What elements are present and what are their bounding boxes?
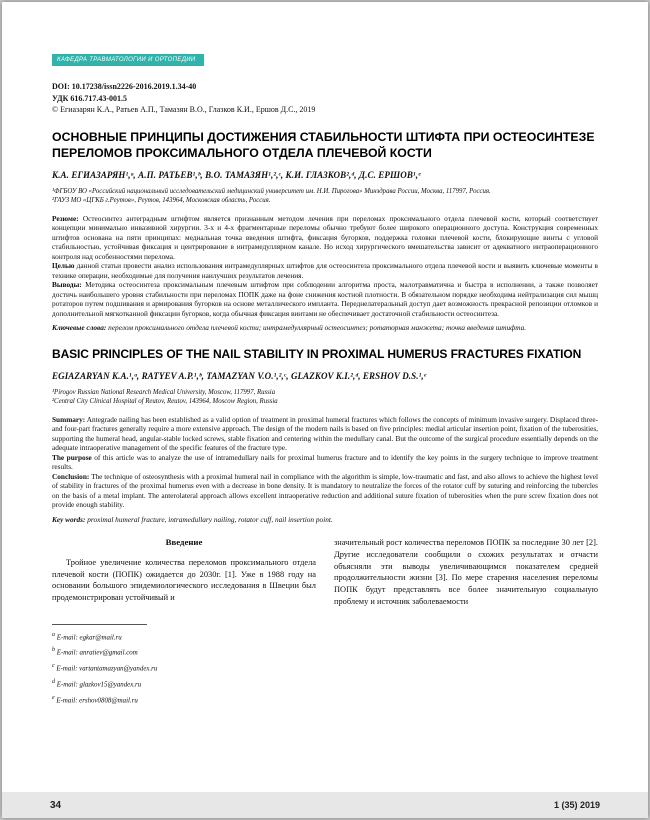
left-column — [52, 537, 316, 607]
affiliation-ru-1: ¹ФГБОУ ВО «Российский национальный исследовательский медицинский университет им. Н.И. Пирогова» Минздрава России, Москва, 117997, Россия. — [52, 187, 491, 195]
footnote-text-c: E-mail: vartantamazyan@yandex.ru — [56, 665, 158, 673]
abstract-russian — [52, 214, 598, 319]
page-content — [2, 2, 648, 708]
keywords-ru-text: перелом проксимального отдела плечевой кости; интрамедуллярный остеосинтез; ротаторная манжета; точка введения штифта. — [108, 323, 527, 333]
abstract-en-summary-label: Summary: — [52, 414, 86, 424]
footnote-email-d — [52, 676, 352, 692]
footnote-mark-e: e — [52, 694, 55, 701]
right-column — [334, 537, 598, 607]
right-column-text: значительный рост количества переломов ПОПК за последние 30 лет [2]. Другие исследователи сообщили о схожих результатах и отчасти объясняли эти выводы увеличивающимся показателем средней продолжительности жизни [3]. По мере старения населения переломы ПОПК будут представлять все более значительную социальную проблему и источник заболеваемости — [334, 538, 598, 606]
footnote-text-e: E-mail: ershov0808@mail.ru — [56, 697, 138, 705]
abstract-ru-conclusion-text: Методика остеосинтеза проксимальным плечевым штифтом при соблюдении алгоритма проста, малотравматична и быстра в исполнении, а также позволяет достичь наибольшего уровня стабильности при переломах ПОПК даже на фоне снижения костной плотности. В обязательном порядке необходима нейтрализация сил мышц ротаторов путем подшивания и армирования бугорков на основе металлического импланта. Переднелатеральный доступ дает возможность прекрасной репозиции отломков и дополнительной мягкотканной фиксации бугорков, когда обычная фиксация винтами не обеспечивает достаточной стабильности остеосинтеза. — [52, 280, 599, 318]
keywords-en-label: Key words: — [52, 514, 86, 524]
keywords-ru-label: Ключевые слова: — [52, 323, 107, 333]
footnote-text-d: E-mail: glazkov15@yandex.ru — [56, 681, 142, 689]
abstract-en-purpose-text: of this article was to analyze the use of intramedullary nails for proximal humerus fracture and to identify the key points in the surgery technique to improve treatment results. — [52, 452, 598, 472]
abstract-english — [52, 415, 598, 510]
left-column-text: Тройное увеличение количества переломов проксимального отдела плечевой кости (ПОПК) ожидается до 2030г. [1]. Уже в 1988 году на основании большого эпидемиологического исследования в Швеции был продемонстрирован устойчивый и — [52, 558, 316, 603]
paper-page — [2, 2, 648, 818]
footnote-mark-d: d — [52, 678, 55, 685]
abstract-en-purpose — [52, 453, 598, 472]
footnote-email-b — [52, 644, 352, 660]
abstract-en-conclusion-label: Conclusion: — [52, 471, 90, 481]
title-english: BASIC PRINCIPLES OF THE NAIL STABILITY IN PROXIMAL HUMERUS FRACTURES FIXATION — [52, 346, 582, 361]
issue-label: 1 (35) 2019 — [553, 800, 600, 810]
abstract-en-summary-text: Antegrade nailing has been established as a valid option of treatment in proximal humeral fractures which follows the concepts of minimum invasive surgery. Displaced three-and four-part fractures generally require a more extensive approach. The design of the modern nails is based on five principles: medial articular insertion point, fixation of the tuberosities, supporting the humeral head, angular-stable locked screws, stable fixation and centering within the medullary canal. But the outcome of the surgical procedure essentially depends on the adequate intraoperative management of the specific features of the fracture type. — [52, 414, 598, 453]
abstract-en-conclusion — [52, 472, 598, 510]
footnote-mark-c: c — [52, 663, 55, 670]
email-footnotes — [52, 624, 352, 708]
affiliation-en-2: ²Central City Clinical Hospital of Reutov, Reutov, 143964, Moscow Region, Russia — [52, 398, 278, 406]
page-number: 34 — [50, 799, 62, 811]
abstract-en-purpose-label: The purpose — [52, 452, 92, 462]
keywords-en-text: proximal humeral fracture, intramedullary nailing, rotator cuff, nail insertion point. — [87, 514, 333, 524]
affiliations-english — [52, 388, 598, 407]
article-meta — [52, 81, 598, 116]
authors-english: EGIAZARYAN K.A.¹,ᵃ, RATYEV A.P.¹,ᵇ, TAMAZYAN V.O.¹,²,ᶜ, GLAZKOV K.I.²,ᵈ, ERSHOV D.S.¹,ᵉ — [52, 370, 427, 381]
footnote-text-a: E-mail: egkar@mail.ru — [56, 633, 122, 641]
udk-line: УДК 616.717.43-001.5 — [52, 93, 128, 103]
doi-line: DOI: 10.17238/issn2226-2016.2019.1.34-40 — [52, 82, 197, 91]
department-badge: КАФЕДРА ТРАВМАТОЛОГИИ И ОРТОПЕДИИ — [52, 54, 204, 66]
footnote-mark-b: b — [52, 647, 55, 654]
abstract-ru-summary-text: Остеосинтез антеградным штифтом является признанным методом лечения при переломах проксимального отдела плечевой кости, который соответствует концепции минимально инвазивной хирургии. 3-х и 4-х фрагментарные переломы обычно требуют более широкого операционного доступа. Конструкция современных штифтов основана на пяти принципах: медиальная точка введения штифта, фиксация бугорков, поддержка головки плечевой кости, блокирующие винты с угловой стабильностью, устойчивая фиксация и центрирование в интрамедуллярном канале. Но исход хирургического вмешательства зависит от адекватного интраоперационного контроля над особенностями перелома. — [52, 213, 598, 261]
keywords-russian — [52, 323, 598, 333]
page-footer — [2, 792, 648, 818]
affiliation-ru-2: ²ГАУЗ МО «ЦГКБ г.Реутов», Реутов, 143964, Московская область, Россия. — [52, 197, 271, 205]
affiliations-russian — [52, 187, 598, 206]
body-columns — [52, 537, 598, 607]
abstract-ru-summary-label: Резюме: — [52, 213, 79, 223]
abstract-en-summary — [52, 415, 598, 453]
section-heading-introduction: Введение — [165, 537, 203, 548]
affiliation-en-1: ¹Pirogov Russian National Research Medical University, Moscow, 117997, Russia — [52, 388, 276, 396]
footnote-email-a — [52, 629, 352, 645]
abstract-ru-conclusion — [52, 280, 598, 318]
abstract-ru-conclusion-label: Выводы: — [52, 280, 82, 290]
authors-russian: К.А. ЕГИАЗАРЯН¹,ᵃ, А.П. РАТЬЕВ¹,ᵇ, В.О. ТАМАЗЯН¹,²,ᶜ, К.И. ГЛАЗКОВ²,ᵈ, Д.С. ЕРШОВ¹,ᵉ — [52, 169, 421, 180]
footnote-email-c — [52, 660, 352, 676]
abstract-ru-summary — [52, 214, 598, 262]
keywords-english — [52, 515, 598, 525]
abstract-ru-purpose-text: данной статьи провести анализ использования интрамедуллярных штифтов для остеосинтеза проксимального отдела плечевой кости и выявить ключевые моменты в технике операции, необходимые для получения наилучших результатов лечения. — [52, 261, 598, 280]
copyright-line: © Егиазарян К.А., Ратьев А.П., Тамазян В.О., Глазков К.И., Ершов Д.С., 2019 — [52, 105, 316, 114]
abstract-en-conclusion-text: The technique of osteosynthesis with a proximal humeral nail in compliance with the algorithm is simple, low-traumatic and fast, and also allows to achieve the highest level of stability in fractures of the proximal humerus even with a decrease in bone density. It is mandatory to neutralize the forces of the rotator cuff by suturing and reinforcing the tubercles on the basis of a metal implant. The anterolateral approach allows excellent intraoperative reduction and additional suture fixation of tuberosities when the pure screw fixation does not provide enough stability. — [52, 471, 598, 510]
footnote-email-e — [52, 692, 352, 708]
footnote-mark-a: a — [52, 631, 55, 638]
footnote-text-b: E-mail: anratiev@gmail.com — [56, 649, 138, 657]
abstract-ru-purpose-label: Целью — [52, 261, 75, 271]
abstract-ru-purpose — [52, 261, 598, 280]
title-russian: ОСНОВНЫЕ ПРИНЦИПЫ ДОСТИЖЕНИЯ СТАБИЛЬНОСТИ ШТИФТА ПРИ ОСТЕОСИНТЕЗЕ ПЕРЕЛОМОВ ПРОКСИМАЛЬНОГО ОТДЕЛА ПЛЕЧЕВОЙ КОСТИ — [52, 129, 595, 160]
footnote-divider — [52, 624, 147, 625]
